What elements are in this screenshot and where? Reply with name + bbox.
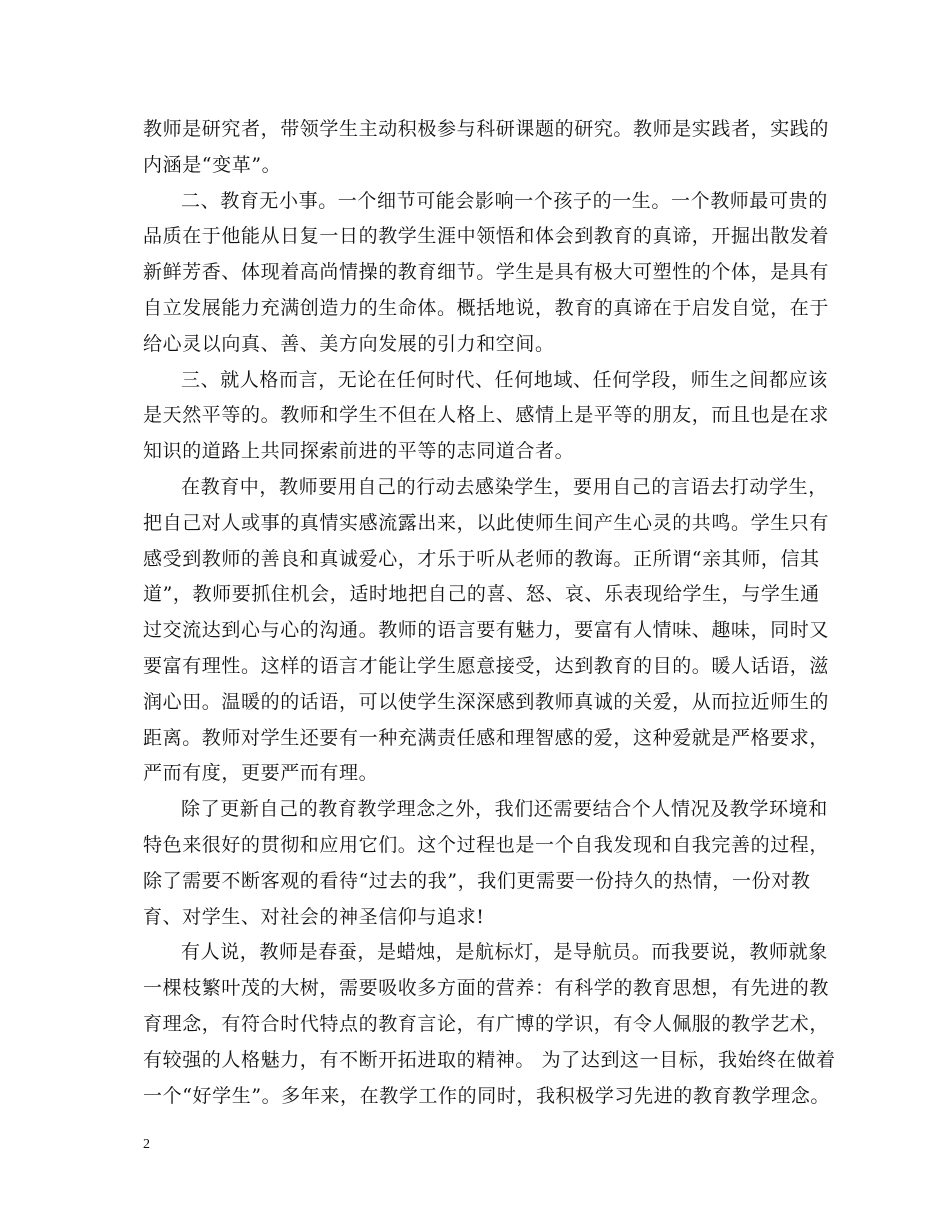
page-number: 2	[143, 1137, 150, 1152]
paragraph-start-line: 除了更新自己的教育教学理念之外，我们还需要结合个人情况及教学环境和	[181, 798, 828, 821]
text-line: 教师是研究者，带领学生主动积极参与科研课题的研究。教师是实践者，实践的	[143, 118, 830, 140]
paragraph-start-line: 有人说，教师是春蚕，是蜡烛，是航标灯，是导航员。而我要说，教师就象	[181, 941, 828, 964]
text-line: 道”，教师要抓住机会，适时地把自己的喜、怒、哀、乐表现给学生，与学生通	[143, 583, 820, 606]
text-line: 自立发展能力充满创造力的生命体。概括地说，教育的真谛在于启发自觉，在于	[143, 296, 830, 319]
text-line: 把自己对人或事的真情实感流露出来，以此使师生间产生心灵的共鸣。学生只有	[143, 511, 830, 534]
text-line: 育理念，有符合时代特点的教育言论，有广博的学识，有令人佩服的教学艺术，	[143, 1012, 830, 1035]
text-line: 有较强的人格魅力，有不断开拓进取的精神。 为了达到这一目标，我始终在做着	[143, 1048, 836, 1071]
text-line: 一棵枝繁叶茂的大树，需要吸收多方面的营养：有科学的教育思想，有先进的教	[143, 977, 830, 1000]
text-line: 内涵是“变革”。	[143, 153, 282, 176]
text-line: 一个“好学生”。多年来，在教学工作的同时，我积极学习先进的教育教学理念。	[143, 1084, 831, 1107]
text-line: 要富有理性。这样的语言才能让学生愿意接受，达到教育的目的。暖人话语，滋	[143, 654, 830, 677]
text-line: 过交流达到心与心的沟通。教师的语言要有魅力，要富有人情味、趣味，同时又	[143, 619, 830, 642]
text-line: 育、对学生、对社会的神圣信仰与追求!	[143, 905, 485, 928]
text-line: 润心田。温暖的的话语，可以使学生深深感到教师真诚的关爱，从而拉近师生的	[143, 690, 830, 713]
text-line: 给心灵以向真、善、美方向发展的引力和空间。	[143, 332, 555, 355]
paragraph-start-line: 在教育中，教师要用自己的行动去感染学生，要用自己的言语去打动学生，	[181, 475, 828, 498]
text-line: 新鲜芳香、体现着高尚情操的教育细节。学生是具有极大可塑性的个体，是具有	[143, 261, 830, 284]
text-line: 感受到教师的善良和真诚爱心，才乐于听从老师的教诲。正所谓“亲其师，信其	[143, 547, 820, 570]
text-line: 知识的道路上共同探索前进的平等的志同道合者。	[143, 440, 575, 463]
text-line: 品质在于他能从日复一日的教学生涯中领悟和体会到教育的真谛，开掘出散发着	[143, 225, 830, 248]
paragraph-start-line: 三、就人格而言，无论在任何时代、任何地域、任何学段，师生之间都应该	[181, 368, 828, 391]
text-line: 严而有度，更要严而有理。	[143, 762, 379, 785]
body-text	[143, 112, 836, 1114]
text-line: 特色来很好的贯彻和应用它们。这个过程也是一个自我发现和自我完善的过程，	[143, 833, 830, 856]
text-line: 是天然平等的。教师和学生不但在人格上、感情上是平等的朋友，而且也是在求	[143, 404, 830, 427]
text-line: 除了需要不断客观的看待“过去的我”，我们更需要一份持久的热情，一份对教	[143, 869, 811, 892]
text-line: 距离。教师对学生还要有一种充满责任感和理智感的爱，这种爱就是严格要求，	[143, 726, 830, 749]
paragraph-start-line: 二、教育无小事。一个细节可能会影响一个孩子的一生。一个教师最可贵的	[181, 189, 828, 212]
